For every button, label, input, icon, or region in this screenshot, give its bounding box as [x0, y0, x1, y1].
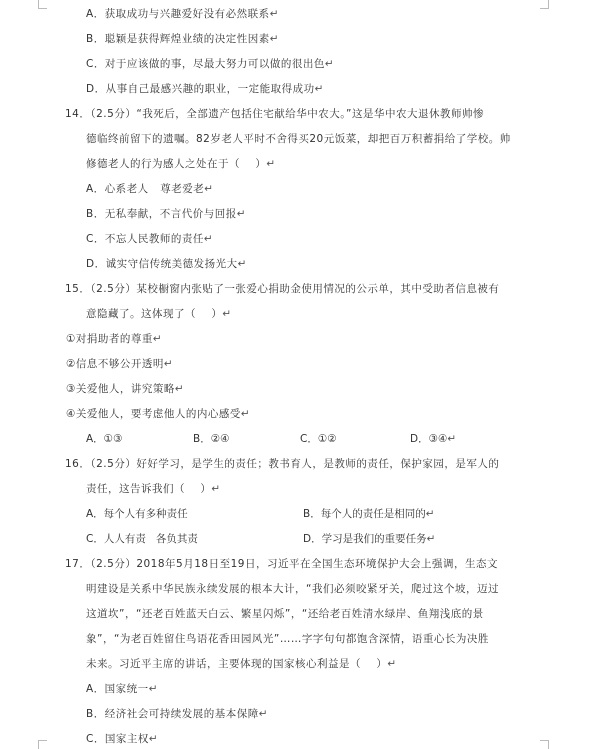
page-corner-mark [38, 0, 47, 9]
option-13-b: B．聪颖是获得辉煌业绩的决定性因素↵ [86, 33, 280, 45]
choice-16-b: B．每个人的责任是相同的↵ [303, 508, 435, 520]
question-number: 14． [65, 108, 91, 120]
statement-15-4: ④关爱他人，要考虑他人的内心感受↵ [66, 408, 251, 420]
option-14-c: C．不忘人民教师的责任↵ [86, 233, 214, 245]
statement-15-2: ②信息不够公开透明↵ [66, 358, 174, 370]
option-17-c: C．国家主权↵ [86, 733, 159, 745]
question-14-stem-line-2: 德临终前留下的遗嘱。82岁老人平时不舍得买20元饭菜，却把百万积蓄捐给了学校。帅 [86, 133, 511, 145]
option-14-d: D．诚实守信传统美德发扬光大↵ [86, 258, 247, 270]
choice-16-d: D．学习是我们的重要任务↵ [303, 533, 436, 545]
option-13-c: C．对于应该做的事，尽最大努力可以做的很出色↵ [86, 58, 335, 70]
question-14-stem-line-1: 14．（2.5分）“我死后，全部遗产包括住宅献给华中农大。”这是华中农大退休教师帅惨 [65, 108, 484, 120]
choice-15-a: A．①③ [86, 433, 123, 445]
statement-15-3: ③关爱他人，讲究策略↵ [66, 383, 185, 395]
question-15-stem-line-1: 15．（2.5分）某校橱窗内张贴了一张爱心捐助金使用情况的公示单，其中受助者信息被有 [65, 283, 500, 295]
option-14-b: B．无私奉献，不言代价与回报↵ [86, 208, 247, 220]
choice-16-a: A．每个人有多种责任 [86, 508, 188, 520]
question-15-stem-line-2: 意隐藏了。这体现了（ ）↵ [86, 308, 232, 320]
question-17-stem-line-2: 明建设是关系中华民族永续发展的根本大计，“我们必须咬紧牙关，爬过这个坡，迈过 [86, 583, 499, 595]
question-17-stem-line-3: 这道坎”，“还老百姓蓝天白云、繁星闪烁”，“还给老百姓清水绿岸、鱼翔浅底的景 [86, 608, 484, 620]
statement-15-1: ①对捐助者的尊重↵ [66, 333, 163, 345]
page-corner-mark [38, 740, 47, 749]
option-14-a: A．心系老人 尊老爱老↵ [86, 183, 214, 195]
question-number: 16． [65, 458, 91, 470]
choice-15-b: B．②④ [193, 433, 230, 445]
question-14-stem-line-3: 修德老人的行为感人之处在于（ ）↵ [86, 158, 276, 170]
page-corner-mark [540, 0, 549, 9]
question-17-stem-line-5: 未来。习近平主席的讲话，主要体现的国家核心利益是（ ）↵ [86, 658, 397, 670]
question-number: 15． [65, 283, 91, 295]
choice-16-c: C．人人有责 各负其责 [86, 533, 198, 545]
question-17-stem-line-4: 象”，“为老百姓留住鸟语花香田园风光”……字字句句都饱含深情，语重心长为决胜 [86, 633, 489, 645]
choice-15-d: D．③④↵ [410, 433, 457, 445]
choice-15-c: C．①② [300, 433, 337, 445]
option-13-a: A．获取成功与兴趣爱好没有必然联系↵ [86, 8, 279, 20]
option-17-b: B．经济社会可持续发展的基本保障↵ [86, 708, 269, 720]
question-number: 17． [65, 558, 91, 570]
option-17-a: A．国家统一↵ [86, 683, 158, 695]
option-13-d: D．从事自己最感兴趣的职业，一定能取得成功↵ [86, 83, 324, 95]
question-16-stem-line-1: 16．（2.5分）好好学习，是学生的责任；教书育人，是教师的责任，保护家园，是军人的 [65, 458, 500, 470]
question-17-stem-line-1: 17．（2.5分）2018年5月18日至19日，习近平在全国生态环境保护大会上强调，生态文 [65, 558, 498, 570]
question-16-stem-line-2: 责任，这告诉我们（ ）↵ [86, 483, 221, 495]
page-corner-mark [540, 740, 549, 749]
